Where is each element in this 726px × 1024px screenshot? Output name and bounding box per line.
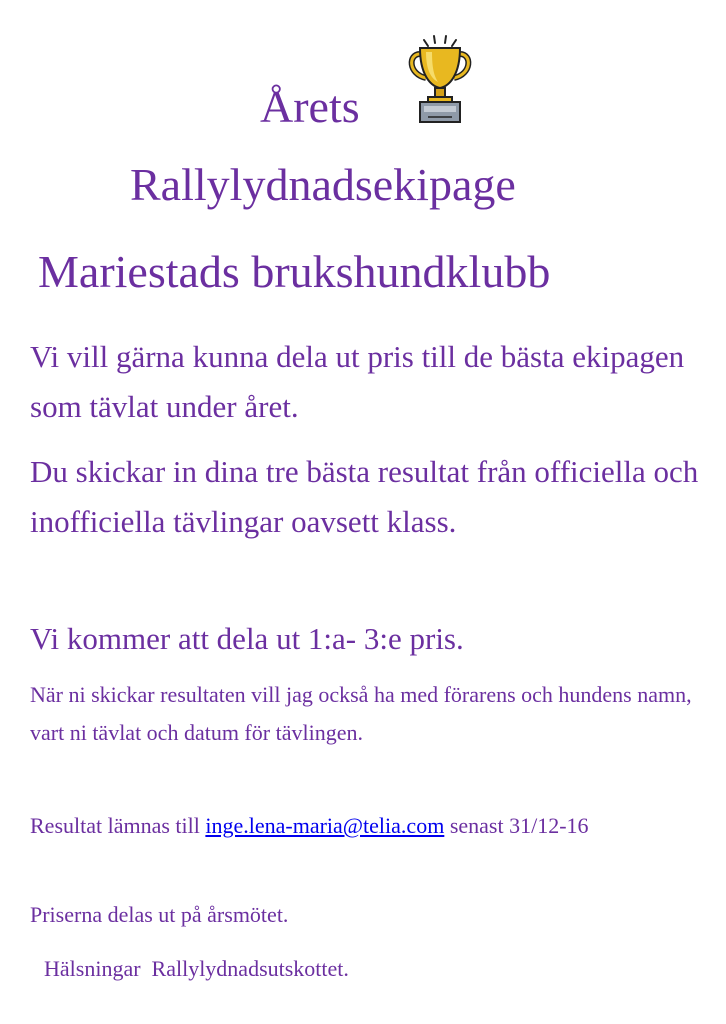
- paragraph-details: När ni skickar resultaten vill jag också ha med förarens och hundens namn, vart ni tävlat och datum för tävlingen.: [30, 682, 692, 745]
- email-link[interactable]: inge.lena-maria@telia.com: [205, 813, 445, 838]
- paragraph-ceremony: Priserna delas ut på årsmötet.: [30, 902, 289, 927]
- title-line-2: Rallylydnadsekipage: [130, 159, 516, 210]
- signature-line: Hälsningar Rallylydnadsutskottet.: [44, 956, 349, 981]
- trophy-icon: [406, 34, 474, 126]
- submission-text: Resultat lämnas till: [30, 813, 206, 838]
- paragraph-submission: [30, 807, 710, 845]
- paragraph-results: Du skickar in dina tre bästa resultat från officiella och inofficiella tävlingar oavsett klass.: [30, 454, 699, 539]
- club-name: Mariestads brukshundklubb: [38, 246, 551, 297]
- paragraph-prizes: Vi kommer att dela ut 1:a- 3:e pris.: [30, 621, 464, 656]
- deadline-text: senast 31/12-16: [444, 813, 589, 838]
- title-line-1: Årets: [260, 81, 360, 132]
- paragraph-intro: Vi vill gärna kunna dela ut pris till de bästa ekipagen som tävlat under året.: [30, 339, 685, 424]
